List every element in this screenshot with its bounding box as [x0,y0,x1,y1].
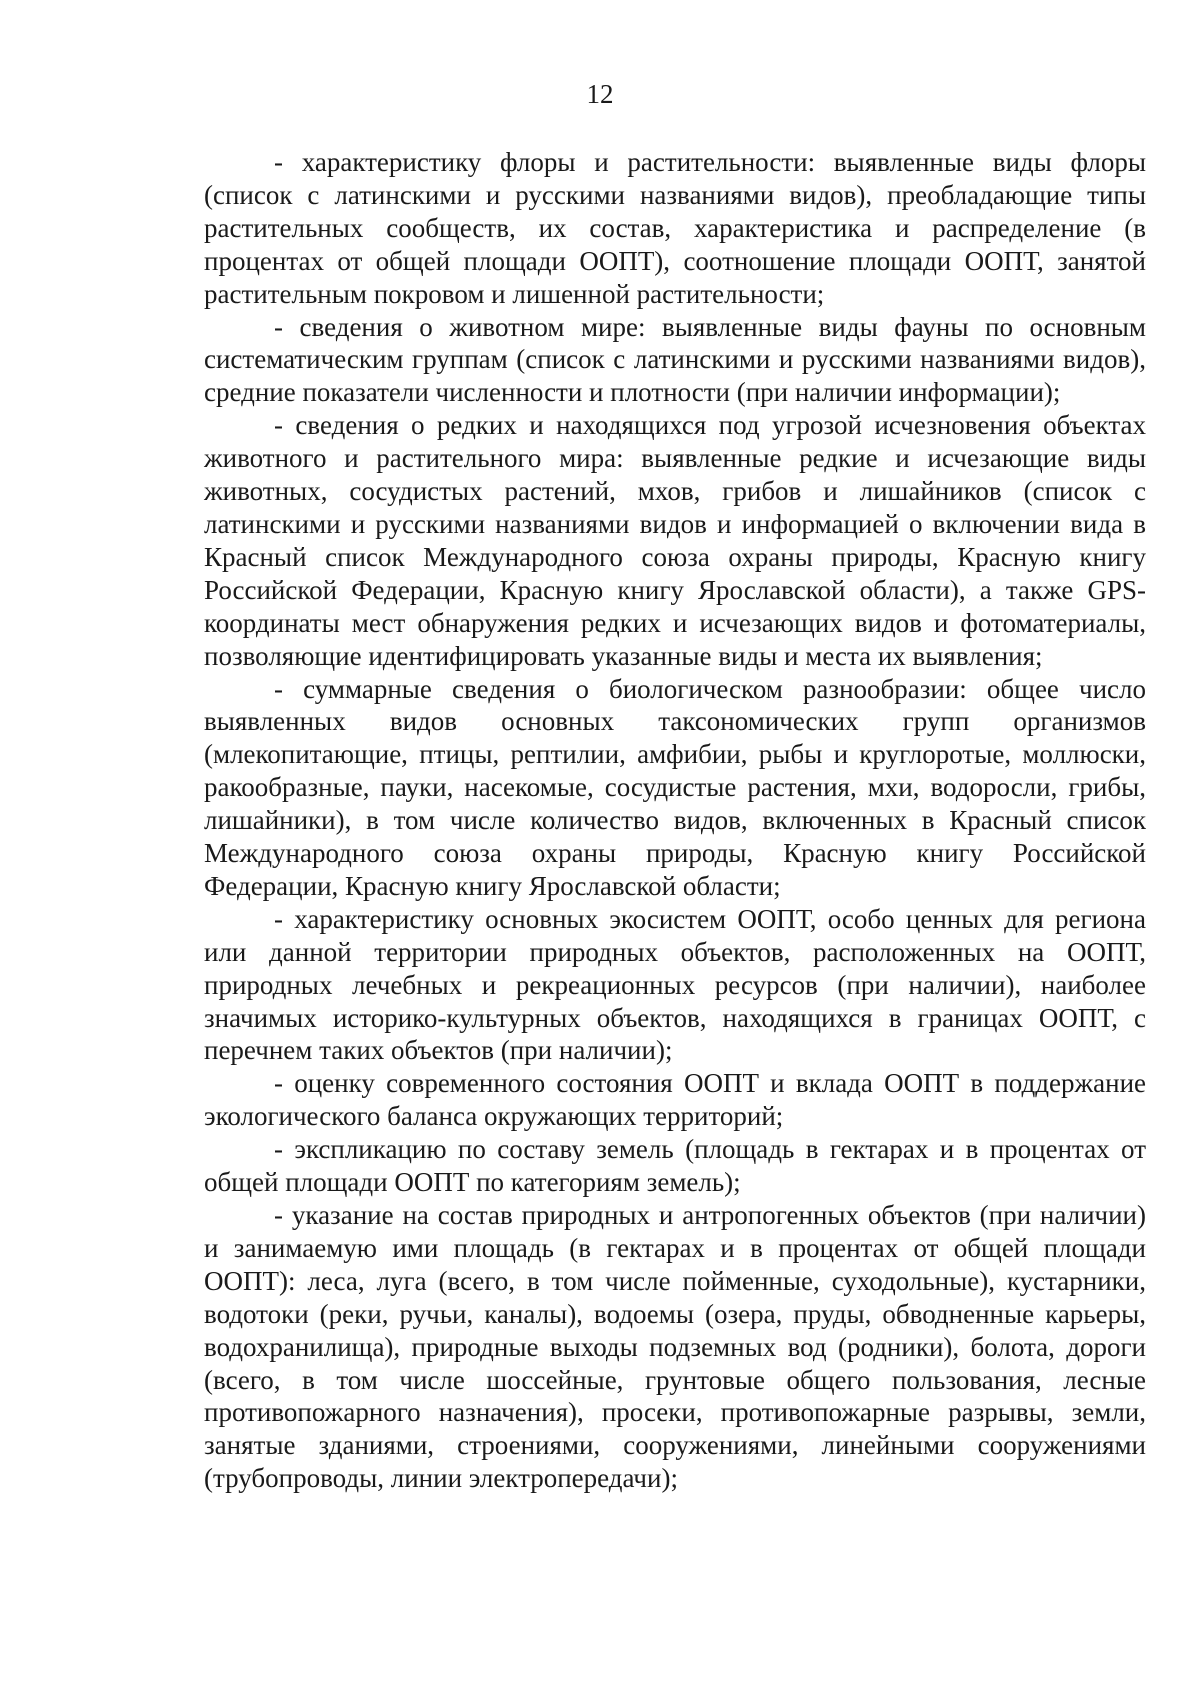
paragraph-biodiversity: - суммарные сведения о биологическом разнообразии: общее число выявленных видов основных таксономических групп организмов (млекопитающие, птицы, рептилии, амфибии, рыбы и круглоротые, моллюски, ракообразные, пауки, насекомые, сосудистые растения, мхи, водоросли, грибы, лишайники), в том числе количество видов, включенных в Красный список Международного союза охраны природы, Красную книгу Российской Федерации, Красную книгу Ярославской области; [204,673,1146,901]
page-number: 12 [586,79,614,109]
paragraph-ecosystems: - характеристику основных экосистем ООПТ, особо ценных для региона или данной территории природных объектов, расположенных на ООПТ, природных лечебных и рекреационных ресурсов (при наличии), наиболее значимых историко-культурных объектов, находящихся в границах ООПТ, с перечнем таких объектов (при наличии); [204,903,1146,1066]
paragraph-condition-assessment: - оценку современного состояния ООПТ и вклада ООПТ в поддержание экологического баланса окружающих территорий; [204,1068,1146,1132]
paragraph-rare-species: - сведения о редких и находящихся под угрозой исчезновения объектах животного и растительного мира: выявленные редкие и исчезающие виды животных, сосудистых растений, мхов, грибов и лишайников (список с латинскими и русскими названиями видов и информацией о включении вида в Красный список Международного союза охраны природы, Красную книгу Российской Федерации, Красную книгу Ярославской области), а также GPS-координаты мест обнаружения редких и исчезающих видов и фотоматериалы, позволяющие идентифицировать указанные виды и места их выявления; [204,410,1146,671]
paragraph-flora: - характеристику флоры и растительности: выявленные виды флоры (список с латинскими и русскими названиями видов), преобладающие типы растительных сообществ, их состав, характеристика и распределение (в процентах от общей площади ООПТ), соотношение площади ООПТ, занятой растительным покровом и лишенной растительности; [204,147,1146,309]
document-body [204,146,1146,1495]
paragraph-land-explication: - экспликацию по составу земель (площадь в гектарах и в процентах от общей площади ООПТ по категориям земель); [204,1134,1146,1198]
paragraph-natural-objects: - указание на состав природных и антропогенных объектов (при наличии) и занимаемую ими площадь (в гектарах и в процентах от общей площади ООПТ): леса, луга (всего, в том числе пойменные, суходольные), кустарники, водотоки (реки, ручьи, каналы), водоемы (озера, пруды, обводненные карьеры, водохранилища), природные выходы подземных вод (родники), болота, дороги (всего, в том числе шоссейные, грунтовые общего пользования, лесные противопожарного назначения), просеки, противопожарные разрывы, земли, занятые зданиями, строениями, сооружениями, линейными сооружениями (трубопроводы, линии электропередачи); [204,1200,1146,1494]
paragraph-fauna: - сведения о животном мире: выявленные виды фауны по основным систематическим группам (список с латинскими и русскими названиями видов), средние показатели численности и плотности (при наличии информации); [204,311,1146,408]
